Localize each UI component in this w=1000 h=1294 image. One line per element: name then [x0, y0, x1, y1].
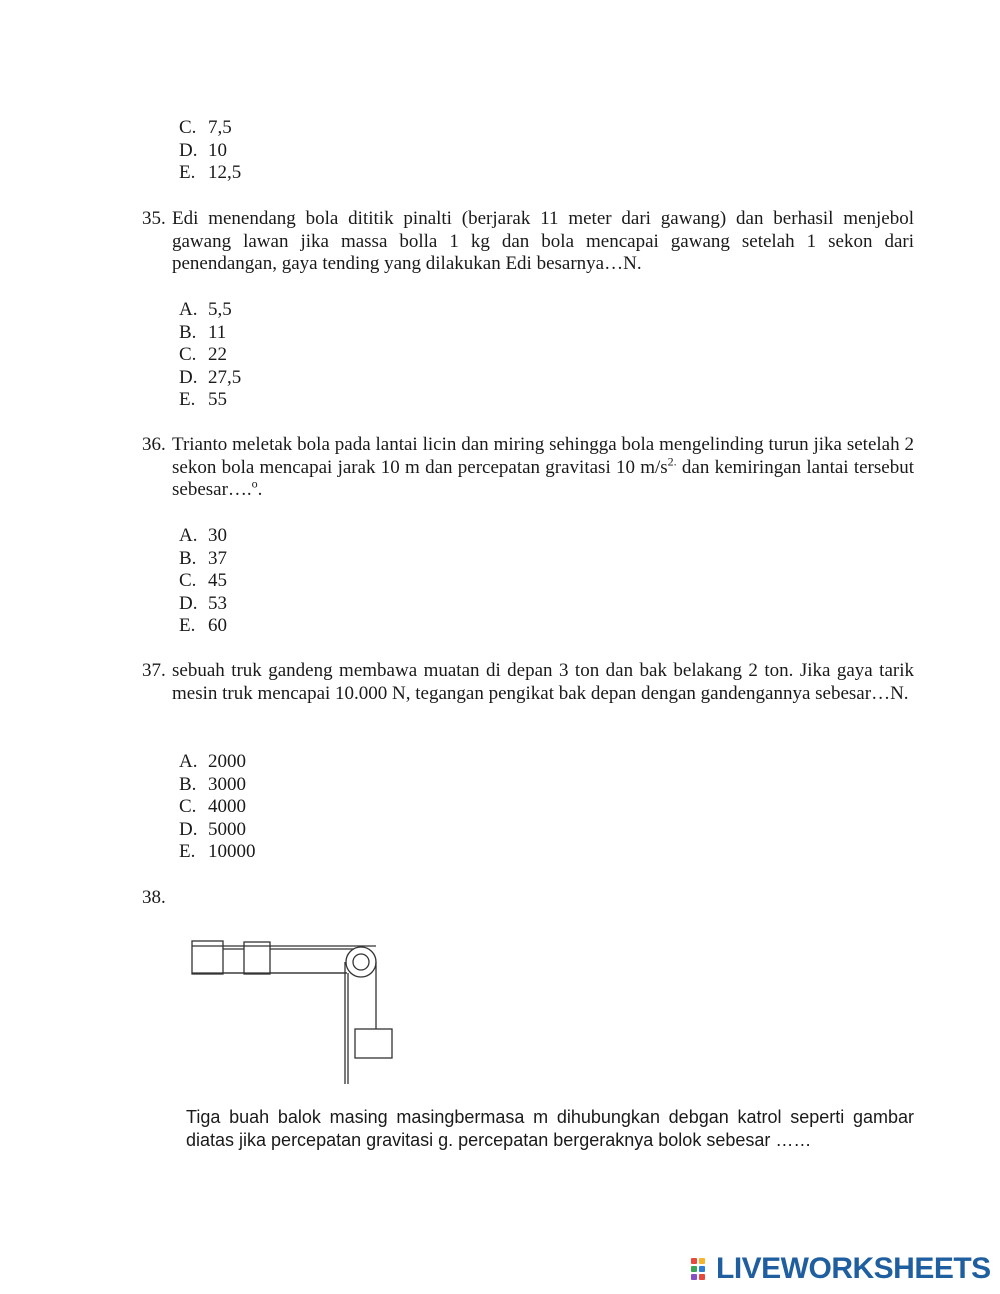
option-b[interactable]: B. 11 [179, 321, 227, 343]
pulley-diagram [180, 932, 410, 1090]
option-b[interactable]: B. 3000 [179, 773, 246, 795]
option-c[interactable]: C. 22 [179, 344, 227, 366]
question-number: 37. [142, 660, 166, 681]
option-list-q34 [179, 117, 241, 185]
question-text: Trianto meletak bola pada lantai licin dan miring sehingga bola mengelinding turun jika setelah 2 sekon bola mencapai jarak 10 m dan percepatan gravitasi 10 $m/s^{2.}$ dan kemiringan lantai tersebut sebesar….$^o$. [172, 434, 914, 501]
option-list-q35 [179, 299, 241, 412]
question-38-text: Tiga buah balok masing masingbermasa m dihubungkan debgan katrol seperti gambar diatas jika percepatan gravitasi g. percepatan bergeraknya bolok sebesar …… [186, 1107, 914, 1150]
question-text: sebuah truk gandeng membawa muatan di depan 3 ton dan bak belakang 2 ton. Jika gaya tarik mesin truk mencapai 10.000 N, tegangan pengikat bak depan dengan gandengannya sebesar…N. [172, 660, 914, 704]
pulley-hub [353, 954, 369, 970]
option-a[interactable]: A. 30 [179, 525, 227, 546]
question-text: Edi menendang bola dititik pinalti (berjarak 11 meter dari gawang) dan berhasil menjebol gawang lawan jika massa bolla 1 kg dan bola mencapai gawang setelah 1 sekon dari penendangan, gaya tending yang dilakukan Edi besarnya…N. [172, 208, 914, 275]
option-c[interactable]: C. 7,5 [179, 117, 232, 138]
option-a[interactable]: A. 2000 [179, 751, 246, 772]
option-e[interactable]: E. 55 [179, 389, 227, 411]
option-c[interactable]: C. 45 [179, 570, 227, 592]
pulley-wheel [346, 947, 376, 977]
question-number: 36. [142, 434, 166, 455]
option-a[interactable]: A. 5,5 [179, 299, 232, 320]
option-c[interactable]: C. 4000 [179, 796, 246, 818]
option-list-q36 [179, 525, 227, 638]
option-e[interactable]: E. 60 [179, 615, 227, 637]
option-d[interactable]: D. 27,5 [179, 366, 242, 388]
option-e[interactable]: E. 12,5 [179, 162, 242, 184]
option-d[interactable]: D. 53 [179, 592, 227, 614]
option-e[interactable]: E. 10000 [179, 841, 256, 863]
block-3-hanging [355, 1029, 392, 1058]
option-b[interactable]: B. 37 [179, 547, 227, 569]
question-37 [142, 660, 914, 705]
question-number: 35. [142, 208, 166, 229]
logo-text: LIVEWORKSHEETS [716, 1252, 991, 1285]
option-list-q37 [179, 751, 256, 864]
question-35 [142, 208, 914, 276]
liveworksheets-logo [690, 1254, 991, 1284]
block-2 [244, 942, 270, 974]
liveworksheets-logo-icon [690, 1256, 716, 1282]
option-d[interactable]: D. 10 [179, 139, 227, 161]
option-d[interactable]: D. 5000 [179, 818, 246, 840]
question-36 [142, 434, 914, 502]
question-38-number: 38. [142, 887, 166, 908]
